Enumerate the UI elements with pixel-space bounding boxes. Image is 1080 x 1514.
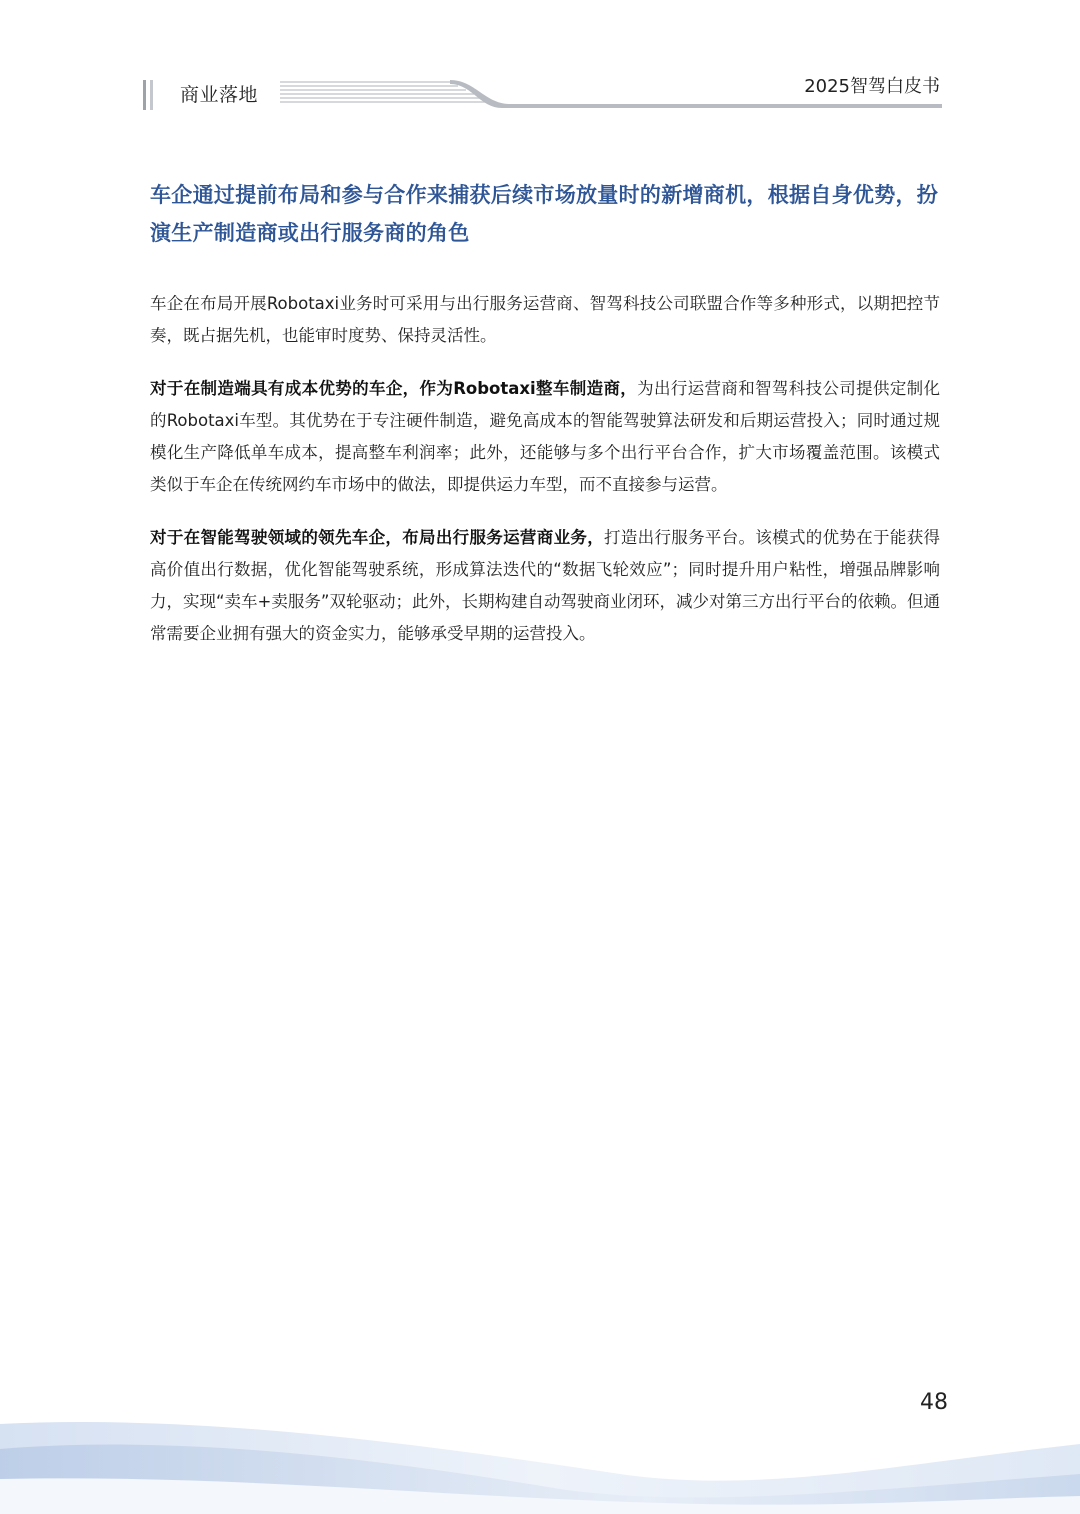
paragraph-bold-lead: 对于在制造端具有成本优势的车企，作为Robotaxi整车制造商， (150, 379, 638, 398)
page-number: 48 (920, 1390, 948, 1415)
paragraph-intro (150, 288, 940, 352)
paragraph-bold-lead: 对于在智能驾驶领域的领先车企，布局出行服务运营商业务， (150, 528, 605, 547)
header-bars-decoration (143, 80, 155, 110)
page-header (0, 0, 1080, 120)
section-heading: 车企通过提前布局和参与合作来捕获后续市场放量时的新增商机，根据自身优势，扮演生产制造商或出行服务商的角色 (150, 183, 939, 245)
header-document-title: 2025智驾白皮书 (804, 76, 940, 97)
paragraph-text: 为出行运营商和智驾科技公司提供定制化的Robotaxi车型。其优势在于专注硬件制造，避免高成本的智能驾驶算法研发和后期运营投入；同时通过规模化生产降低单车成本，提高整车利润率；此外，还能够与多个出行平台合作，扩大市场覆盖范围。该模式类似于车企在传统网约车市场中的做法，即提供运力车型，而不直接参与运营。 (150, 379, 941, 494)
header-section-label: 商业落地 (180, 84, 259, 106)
paragraph-operator (150, 522, 940, 650)
footer-wave-decoration (0, 1404, 1080, 1514)
main-content (150, 176, 940, 650)
paragraph-manufacturer (150, 373, 940, 501)
paragraph-text: 打造出行服务平台。该模式的优势在于能获得高价值出行数据，优化智能驾驶系统，形成算法迭代的“数据飞轮效应”；同时提升用户粘性，增强品牌影响力，实现“卖车+卖服务”双轮驱动；此外，长期构建自动驾驶商业闭环，减少对第三方出行平台的依赖。但通常需要企业拥有强大的资金实力，能够承受早期的运营投入。 (150, 528, 941, 643)
paragraph-text: 车企在布局开展Robotaxi业务时可采用与出行服务运营商、智驾科技公司联盟合作等多种形式，以期把控节奏，既占据先机，也能审时度势、保持灵活性。 (150, 294, 940, 345)
